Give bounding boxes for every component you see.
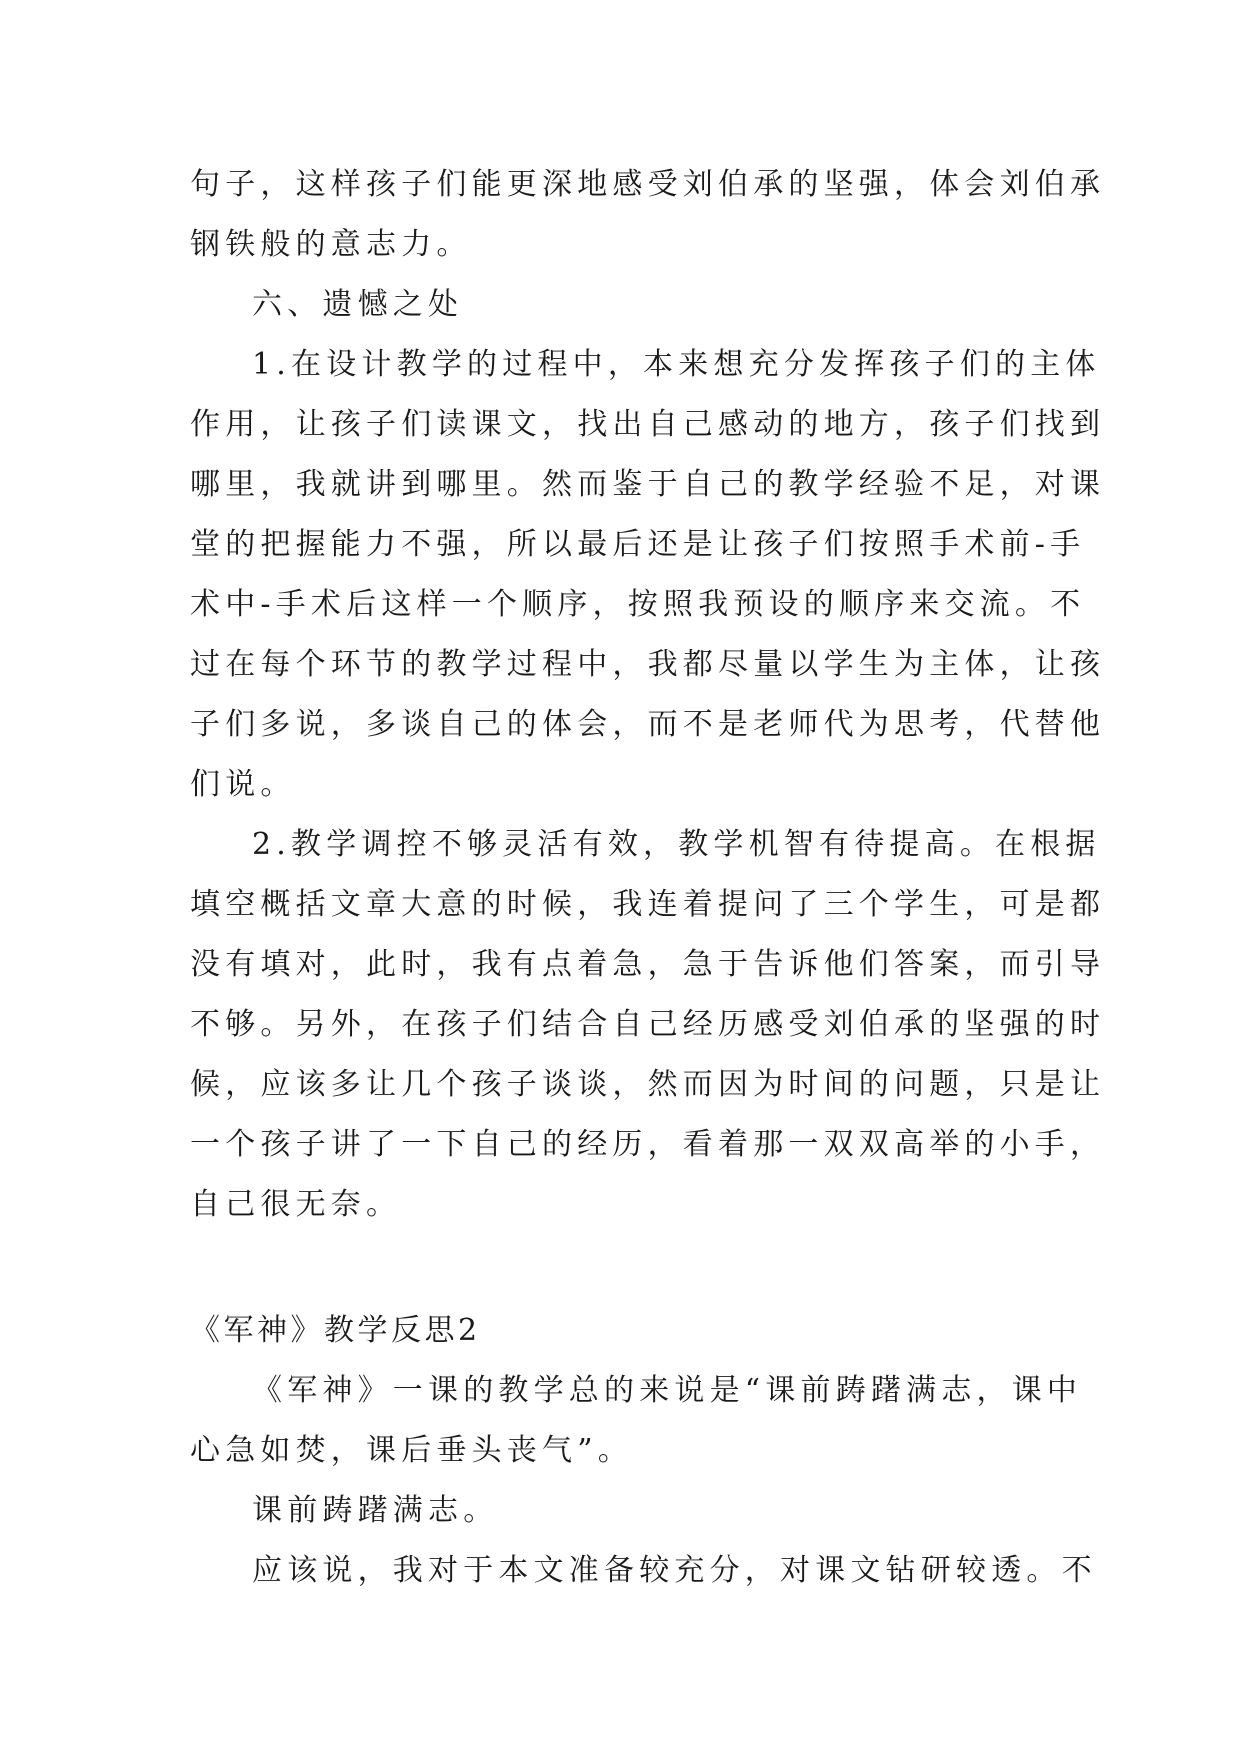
text-line: 堂的把握能力不强，所以最后还是让孩子们按照手术前-手 — [190, 527, 1086, 562]
text-line: 2.教学调控不够灵活有效，教学机智有待提高。在根据 — [252, 827, 1101, 862]
text-line: 钢铁般的意志力。 — [190, 227, 472, 262]
paragraph-point-2 — [190, 815, 1106, 1235]
text-line: 填空概括文章大意的时候，我连着提问了三个学生，可是都 — [190, 887, 1106, 922]
text-line: 自己很无奈。 — [190, 1187, 402, 1222]
text-line: 1.在设计教学的过程中，本来想充分发挥孩子们的主体 — [252, 347, 1101, 382]
section-heading-regrets: 六、遗憾之处 — [252, 287, 464, 322]
section-title: 《军神》教学反思2 — [190, 1313, 481, 1348]
text-line: 应该说，我对于本文准备较充分，对课文钻研较透。不 — [252, 1553, 1097, 1588]
text-line: 候，应该多让几个孩子谈谈，然而因为时间的问题，只是让 — [190, 1067, 1106, 1102]
text-line: 《军神》一课的教学总的来说是“课前踌躇满志，课中 — [252, 1373, 1083, 1408]
text-line: 句子，这样孩子们能更深地感受刘伯承的坚强，体会刘伯承 — [190, 167, 1106, 202]
sub-heading: 课前踌躇满志。 — [252, 1493, 499, 1528]
text-line: 术中-手术后这样一个顺序，按照我预设的顺序来交流。不 — [190, 587, 1086, 622]
text-line: 一个孩子讲了一下自己的经历，看着那一双双高举的小手， — [190, 1127, 1106, 1162]
section-spacer — [190, 1235, 1050, 1301]
text-line: 没有填对，此时，我有点着急，急于告诉他们答案，而引导 — [190, 947, 1106, 982]
text-line: 作用，让孩子们读课文，找出自己感动的地方，孩子们找到 — [190, 407, 1106, 442]
text-line: 们说。 — [190, 767, 296, 802]
paragraph-point-1 — [190, 335, 1106, 815]
text-line: 过在每个环节的教学过程中，我都尽量以学生为主体，让孩 — [190, 647, 1106, 682]
paragraph-intro — [190, 1361, 1083, 1481]
text-line: 心急如焚，课后垂头丧气”。 — [190, 1433, 633, 1468]
paragraph-continuation — [190, 155, 1106, 275]
text-line: 不够。另外，在孩子们结合自己经历感受刘伯承的坚强的时 — [190, 1007, 1106, 1042]
paragraph-last — [190, 1541, 1097, 1601]
document-body — [190, 155, 1106, 1601]
text-line: 子们多说，多谈自己的体会，而不是老师代为思考，代替他 — [190, 707, 1106, 742]
text-line: 哪里，我就讲到哪里。然而鉴于自己的教学经验不足，对课 — [190, 467, 1106, 502]
